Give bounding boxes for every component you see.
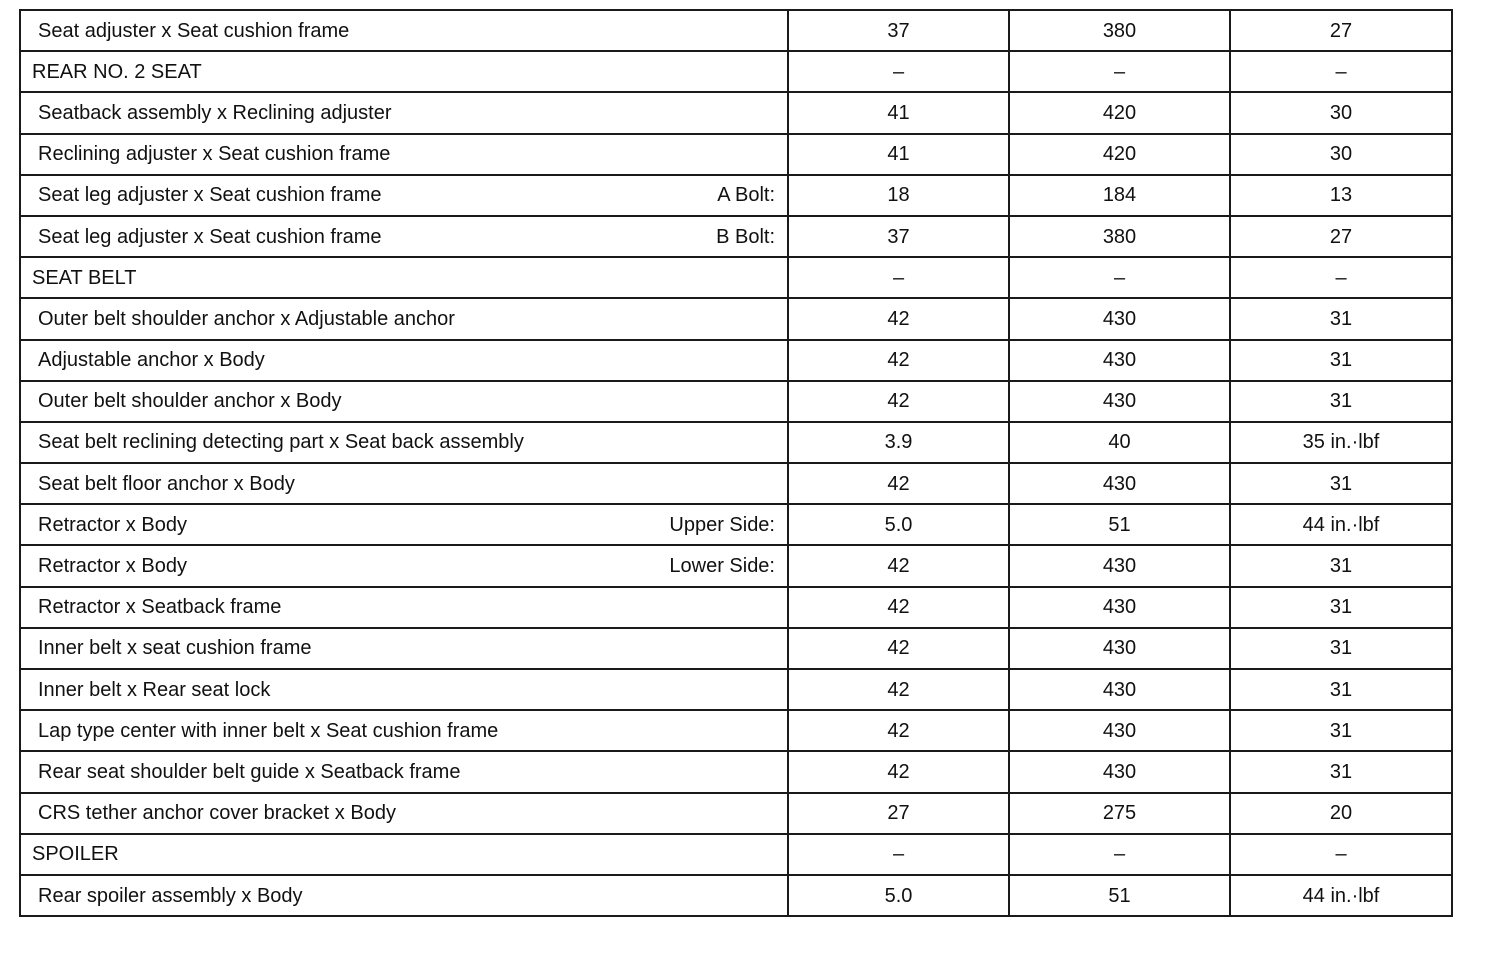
component-cell	[20, 628, 788, 669]
component-cell	[20, 92, 788, 133]
component-name: SEAT BELT	[32, 266, 137, 289]
torque-kgfcm-cell	[1009, 793, 1230, 834]
torque-nm-cell	[788, 51, 1009, 92]
torque-ftlbf-value: 27	[1329, 19, 1353, 42]
torque-nm-cell	[788, 216, 1009, 257]
table-row	[20, 134, 1452, 175]
torque-nm-cell	[788, 381, 1009, 422]
table-row	[20, 793, 1452, 834]
table-row	[20, 751, 1452, 792]
torque-ftlbf-value: 31	[1329, 472, 1353, 495]
torque-ftlbf-cell	[1230, 834, 1452, 875]
table-row	[20, 545, 1452, 586]
torque-kgfcm-cell	[1009, 216, 1230, 257]
torque-nm-cell	[788, 175, 1009, 216]
torque-ftlbf-cell	[1230, 216, 1452, 257]
component-cell	[20, 463, 788, 504]
component-wrap	[21, 638, 787, 658]
component-name: Retractor x Seatback frame	[38, 596, 282, 619]
torque-kgfcm-cell	[1009, 257, 1230, 298]
torque-ftlbf-cell	[1230, 340, 1452, 381]
torque-kgfcm-cell	[1009, 134, 1230, 175]
torque-nm-value: 5.0	[884, 513, 913, 536]
torque-nm-value: 27	[887, 802, 910, 825]
component-cell	[20, 298, 788, 339]
torque-kgfcm-value: 380	[1102, 225, 1137, 248]
torque-ftlbf-value: 44 in.·lbf	[1302, 513, 1380, 536]
torque-nm-cell	[788, 257, 1009, 298]
component-wrap	[21, 309, 787, 329]
torque-nm-value: 42	[887, 678, 910, 701]
torque-kgfcm-cell	[1009, 504, 1230, 545]
bolt-position: Lower Side:	[669, 555, 775, 578]
component-name: Adjustable anchor x Body	[38, 349, 265, 372]
torque-kgfcm-cell	[1009, 422, 1230, 463]
torque-kgfcm-value: 430	[1102, 678, 1137, 701]
torque-kgfcm-cell	[1009, 463, 1230, 504]
torque-ftlbf-cell	[1230, 298, 1452, 339]
table-row	[20, 669, 1452, 710]
table-row	[20, 504, 1452, 545]
torque-nm-value: 42	[887, 596, 910, 619]
component-name: Reclining adjuster x Seat cushion frame	[38, 143, 391, 166]
component-wrap	[21, 268, 787, 288]
torque-nm-cell	[788, 134, 1009, 175]
torque-kgfcm-cell	[1009, 710, 1230, 751]
component-wrap	[21, 680, 787, 700]
torque-nm-cell	[788, 710, 1009, 751]
torque-ftlbf-cell	[1230, 710, 1452, 751]
table-row	[20, 381, 1452, 422]
torque-ftlbf-value: 31	[1329, 349, 1353, 372]
torque-nm-value: –	[892, 266, 905, 289]
torque-kgfcm-value: 430	[1102, 719, 1137, 742]
torque-kgfcm-value: 420	[1102, 143, 1137, 166]
table-row	[20, 422, 1452, 463]
torque-kgfcm-value: 430	[1102, 307, 1137, 330]
torque-kgfcm-value: –	[1113, 60, 1126, 83]
torque-nm-value: 42	[887, 760, 910, 783]
torque-ftlbf-value: 27	[1329, 225, 1353, 248]
component-wrap	[21, 391, 787, 411]
component-name: Retractor x Body	[38, 555, 187, 578]
torque-nm-cell	[788, 92, 1009, 133]
torque-ftlbf-value: 35 in.·lbf	[1302, 431, 1380, 454]
torque-ftlbf-cell	[1230, 463, 1452, 504]
torque-nm-value: 41	[887, 101, 910, 124]
torque-kgfcm-value: 430	[1102, 349, 1137, 372]
torque-kgfcm-cell	[1009, 628, 1230, 669]
component-cell	[20, 422, 788, 463]
torque-nm-value: 41	[887, 143, 910, 166]
component-wrap	[21, 515, 787, 535]
torque-kgfcm-value: 380	[1102, 19, 1137, 42]
table-row	[20, 10, 1452, 51]
component-name: REAR NO. 2 SEAT	[32, 60, 202, 83]
torque-kgfcm-value: 430	[1102, 637, 1137, 660]
torque-nm-value: –	[892, 843, 905, 866]
torque-nm-cell	[788, 875, 1009, 916]
torque-nm-cell	[788, 422, 1009, 463]
torque-kgfcm-cell	[1009, 875, 1230, 916]
table-row	[20, 710, 1452, 751]
component-wrap	[21, 886, 787, 906]
torque-nm-value: 42	[887, 307, 910, 330]
component-wrap	[21, 144, 787, 164]
torque-ftlbf-value: –	[1335, 843, 1347, 866]
torque-ftlbf-value: 31	[1329, 678, 1353, 701]
torque-ftlbf-cell	[1230, 51, 1452, 92]
torque-kgfcm-value: 430	[1102, 390, 1137, 413]
component-wrap	[21, 227, 787, 247]
torque-specification-table	[19, 9, 1453, 917]
torque-ftlbf-value: –	[1335, 60, 1347, 83]
torque-nm-cell	[788, 463, 1009, 504]
torque-kgfcm-value: 51	[1108, 513, 1131, 536]
component-cell	[20, 587, 788, 628]
torque-ftlbf-cell	[1230, 751, 1452, 792]
torque-kgfcm-cell	[1009, 340, 1230, 381]
component-wrap	[21, 185, 787, 205]
torque-ftlbf-cell	[1230, 793, 1452, 834]
torque-ftlbf-cell	[1230, 257, 1452, 298]
torque-nm-value: 42	[887, 719, 910, 742]
torque-nm-cell	[788, 545, 1009, 586]
component-name: Inner belt x Rear seat lock	[38, 678, 271, 701]
torque-nm-cell	[788, 340, 1009, 381]
torque-nm-value: 5.0	[884, 884, 913, 907]
torque-nm-cell	[788, 504, 1009, 545]
torque-kgfcm-value: 51	[1108, 884, 1131, 907]
torque-ftlbf-cell	[1230, 175, 1452, 216]
torque-kgfcm-value: 430	[1102, 472, 1137, 495]
torque-kgfcm-cell	[1009, 587, 1230, 628]
torque-ftlbf-value: 30	[1329, 143, 1353, 166]
component-wrap	[21, 474, 787, 494]
component-name: SPOILER	[32, 843, 119, 866]
component-wrap	[21, 844, 787, 864]
component-cell	[20, 134, 788, 175]
torque-ftlbf-value: 31	[1329, 719, 1353, 742]
table-row	[20, 587, 1452, 628]
torque-kgfcm-cell	[1009, 545, 1230, 586]
component-name: Retractor x Body	[38, 513, 187, 536]
component-cell	[20, 751, 788, 792]
torque-ftlbf-value: 31	[1329, 637, 1353, 660]
torque-ftlbf-value: 44 in.·lbf	[1302, 884, 1380, 907]
torque-nm-value: 42	[887, 390, 910, 413]
component-wrap	[21, 556, 787, 576]
torque-ftlbf-value: 13	[1329, 184, 1353, 207]
torque-kgfcm-cell	[1009, 751, 1230, 792]
component-name: Seatback assembly x Reclining adjuster	[38, 101, 392, 124]
component-name: Seat belt reclining detecting part x Seat back assembly	[38, 431, 524, 454]
component-name: Outer belt shoulder anchor x Body	[38, 390, 342, 413]
component-name: Seat adjuster x Seat cushion frame	[38, 19, 350, 42]
torque-kgfcm-cell	[1009, 381, 1230, 422]
torque-kgfcm-value: 40	[1108, 431, 1131, 454]
torque-nm-cell	[788, 628, 1009, 669]
torque-kgfcm-value: –	[1113, 266, 1126, 289]
component-wrap	[21, 21, 787, 41]
torque-ftlbf-cell	[1230, 669, 1452, 710]
component-name: Inner belt x seat cushion frame	[38, 637, 312, 660]
table-row	[20, 463, 1452, 504]
torque-ftlbf-cell	[1230, 422, 1452, 463]
torque-nm-value: 3.9	[884, 431, 913, 454]
component-cell	[20, 51, 788, 92]
component-wrap	[21, 721, 787, 741]
component-name: Seat leg adjuster x Seat cushion frame	[38, 225, 382, 248]
component-cell	[20, 545, 788, 586]
torque-ftlbf-value: 31	[1329, 596, 1353, 619]
torque-ftlbf-cell	[1230, 504, 1452, 545]
torque-nm-cell	[788, 669, 1009, 710]
torque-ftlbf-value: 31	[1329, 390, 1353, 413]
component-cell	[20, 504, 788, 545]
torque-nm-cell	[788, 298, 1009, 339]
component-wrap	[21, 803, 787, 823]
torque-kgfcm-value: 420	[1102, 101, 1137, 124]
torque-ftlbf-cell	[1230, 134, 1452, 175]
torque-nm-value: 42	[887, 555, 910, 578]
torque-nm-value: 18	[887, 184, 910, 207]
torque-ftlbf-cell	[1230, 381, 1452, 422]
torque-ftlbf-value: 20	[1329, 802, 1353, 825]
torque-kgfcm-cell	[1009, 10, 1230, 51]
torque-kgfcm-value: 430	[1102, 596, 1137, 619]
component-cell	[20, 216, 788, 257]
component-wrap	[21, 432, 787, 452]
torque-kgfcm-cell	[1009, 92, 1230, 133]
torque-kgfcm-value: 430	[1102, 555, 1137, 578]
component-name: Lap type center with inner belt x Seat cushion frame	[38, 719, 499, 742]
torque-nm-value: –	[892, 60, 905, 83]
component-cell	[20, 875, 788, 916]
bolt-position: A Bolt:	[717, 184, 775, 207]
component-cell	[20, 340, 788, 381]
component-name: Seat belt floor anchor x Body	[38, 472, 295, 495]
torque-kgfcm-value: 430	[1102, 760, 1137, 783]
component-wrap	[21, 103, 787, 123]
component-name: Seat leg adjuster x Seat cushion frame	[38, 184, 382, 207]
torque-kgfcm-value: 275	[1102, 802, 1137, 825]
section-header-row	[20, 257, 1452, 298]
component-name: CRS tether anchor cover bracket x Body	[38, 802, 396, 825]
torque-nm-cell	[788, 793, 1009, 834]
component-wrap	[21, 62, 787, 82]
bolt-position: Upper Side:	[669, 513, 775, 536]
torque-nm-value: 42	[887, 637, 910, 660]
component-cell	[20, 381, 788, 422]
torque-ftlbf-value: 31	[1329, 760, 1353, 783]
torque-nm-cell	[788, 10, 1009, 51]
torque-kgfcm-cell	[1009, 298, 1230, 339]
component-cell	[20, 834, 788, 875]
torque-nm-value: 37	[887, 225, 910, 248]
table-row	[20, 298, 1452, 339]
torque-ftlbf-value: 31	[1329, 555, 1353, 578]
torque-kgfcm-value: 184	[1102, 184, 1137, 207]
component-wrap	[21, 350, 787, 370]
torque-nm-value: 42	[887, 472, 910, 495]
torque-ftlbf-value: 31	[1329, 307, 1353, 330]
torque-nm-value: 37	[887, 19, 910, 42]
torque-ftlbf-cell	[1230, 545, 1452, 586]
component-cell	[20, 10, 788, 51]
table-row	[20, 175, 1452, 216]
component-name: Rear seat shoulder belt guide x Seatback frame	[38, 760, 461, 783]
table-body	[20, 10, 1452, 916]
torque-ftlbf-cell	[1230, 587, 1452, 628]
torque-kgfcm-value: –	[1113, 843, 1126, 866]
torque-kgfcm-cell	[1009, 51, 1230, 92]
torque-nm-cell	[788, 834, 1009, 875]
component-name: Outer belt shoulder anchor x Adjustable anchor	[38, 307, 455, 330]
section-header-row	[20, 51, 1452, 92]
component-cell	[20, 710, 788, 751]
table-row	[20, 216, 1452, 257]
table-row	[20, 340, 1452, 381]
component-cell	[20, 175, 788, 216]
bolt-position: B Bolt:	[716, 225, 775, 248]
torque-ftlbf-cell	[1230, 10, 1452, 51]
torque-kgfcm-cell	[1009, 669, 1230, 710]
section-header-row	[20, 834, 1452, 875]
component-wrap	[21, 762, 787, 782]
torque-kgfcm-cell	[1009, 175, 1230, 216]
torque-nm-cell	[788, 751, 1009, 792]
torque-ftlbf-cell	[1230, 628, 1452, 669]
component-cell	[20, 793, 788, 834]
torque-ftlbf-cell	[1230, 92, 1452, 133]
table-row	[20, 875, 1452, 916]
torque-ftlbf-value: –	[1335, 266, 1347, 289]
table-row	[20, 628, 1452, 669]
table-row	[20, 92, 1452, 133]
torque-ftlbf-cell	[1230, 875, 1452, 916]
torque-nm-cell	[788, 587, 1009, 628]
component-name: Rear spoiler assembly x Body	[38, 884, 303, 907]
torque-ftlbf-value: 30	[1329, 101, 1353, 124]
component-cell	[20, 257, 788, 298]
torque-nm-value: 42	[887, 349, 910, 372]
torque-kgfcm-cell	[1009, 834, 1230, 875]
component-wrap	[21, 597, 787, 617]
component-cell	[20, 669, 788, 710]
